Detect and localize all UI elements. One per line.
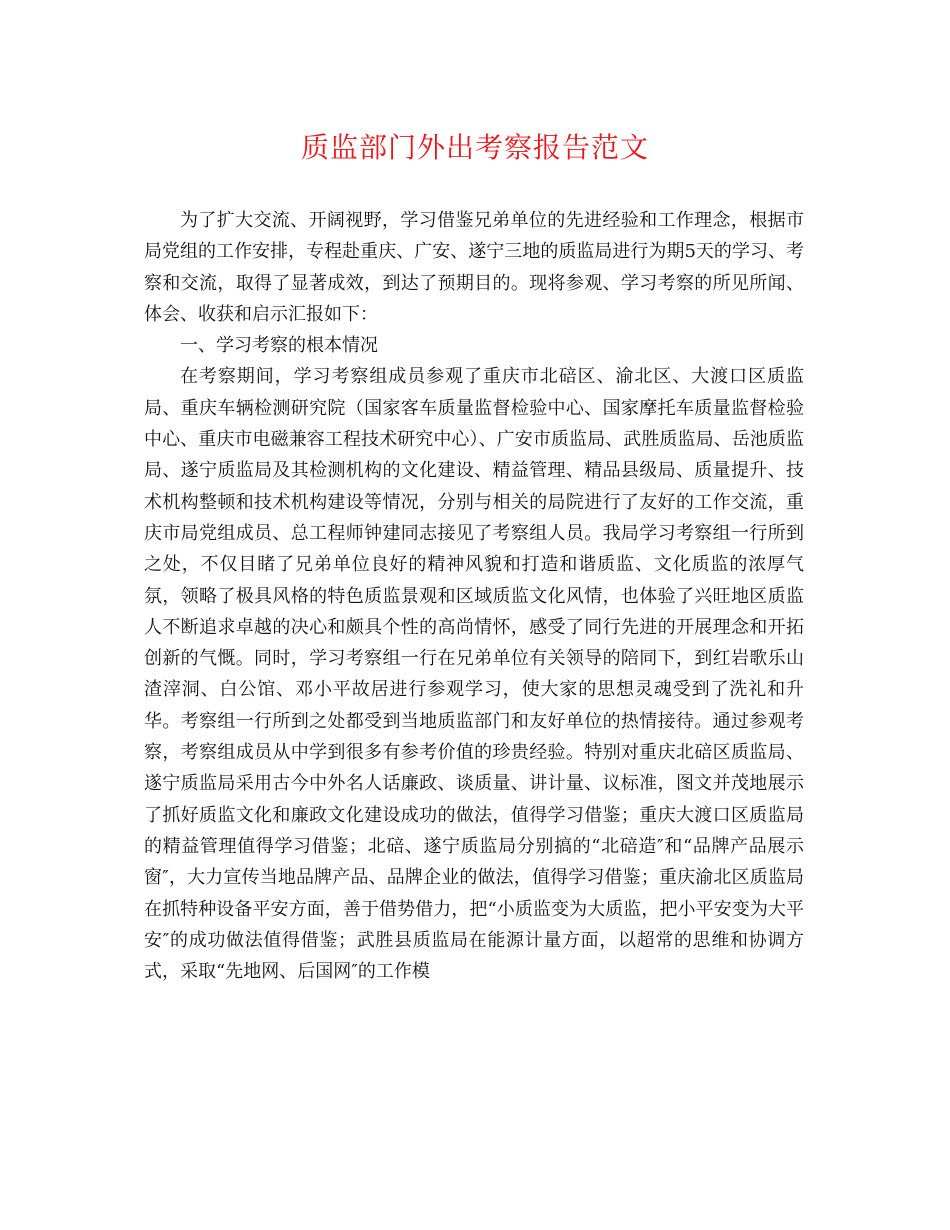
section-heading: 一、学习考察的根本情况 <box>180 335 378 357</box>
document-body <box>144 205 804 987</box>
paragraph-intro: 为了扩大交流、开阔视野，学习借鉴兄弟单位的先进经验和工作理念，根据市局党组的工作安排，专程赴重庆、广安、遂宁三地的质监局进行为期5天的学习、考察和交流，取得了显著成效，到达了预期目的。现将参观、学习考察的所见所闻、体会、收获和启示汇报如下： <box>144 210 804 325</box>
paragraph-situation: 在考察期间，学习考察组成员参观了重庆市北碚区、渝北区、大渡口区质监局、重庆车辆检测研究院（国家客车质量监督检验中心、国家摩托车质量监督检验中心、重庆市电磁兼容工程技术研究中心）、广安市质监局、武胜质监局、岳池质监局、遂宁质监局及其检测机构的文化建设、精益管理、精品县级局、质量提升、技术机构整顿和技术机构建设等情况，分别与相关的局院进行了友好的工作交流，重庆市局党组成员、总工程师钟建同志接见了考察组人员。我局学习考察组一行所到之处，不仅目睹了兄弟单位良好的精神风貌和打造和谐质监、文化质监的浓厚气氛，领略了极具风格的特色质监景观和区域质监文化风情，也体验了兴旺地区质监人不断追求卓越的决心和颇具个性的高尚情怀，感受了同行先进的开展理念和开拓创新的气慨。同时，学习考察组一行在兄弟单位有关领导的陪同下，到红岩歌乐山渣滓洞、白公馆、邓小平故居进行参观学习，使大家的思想灵魂受到了洗礼和升华。考察组一行所到之处都受到当地质监部门和友好单位的热情接待。通过参观考察，考察组成员从中学到很多有参考价值的珍贵经验。特别对重庆北碚区质监局、遂宁质监局采用古今中外名人话廉政、谈质量、讲计量、议标准，图文并茂地展示了抓好质监文化和廉政文化建设成功的做法，值得学习借鉴；重庆大渡口区质监局的精益管理值得学习借鉴；北碚、遂宁质监局分别搞的“北碚造″和“品牌产品展示窗″，大力宣传当地品牌产品、品牌企业的做法，值得学习借鉴；重庆渝北区质监局在抓特种设备平安方面，善于借势借力，把“小质监变为大质监，把小平安变为大平安″的成功做法值得借鉴；武胜县质监局在能源计量方面，以超常的思维和协调方式，采取“先地网、后国网″的工作模 <box>144 366 804 983</box>
document-title: 质监部门外出考察报告范文 <box>300 131 649 164</box>
